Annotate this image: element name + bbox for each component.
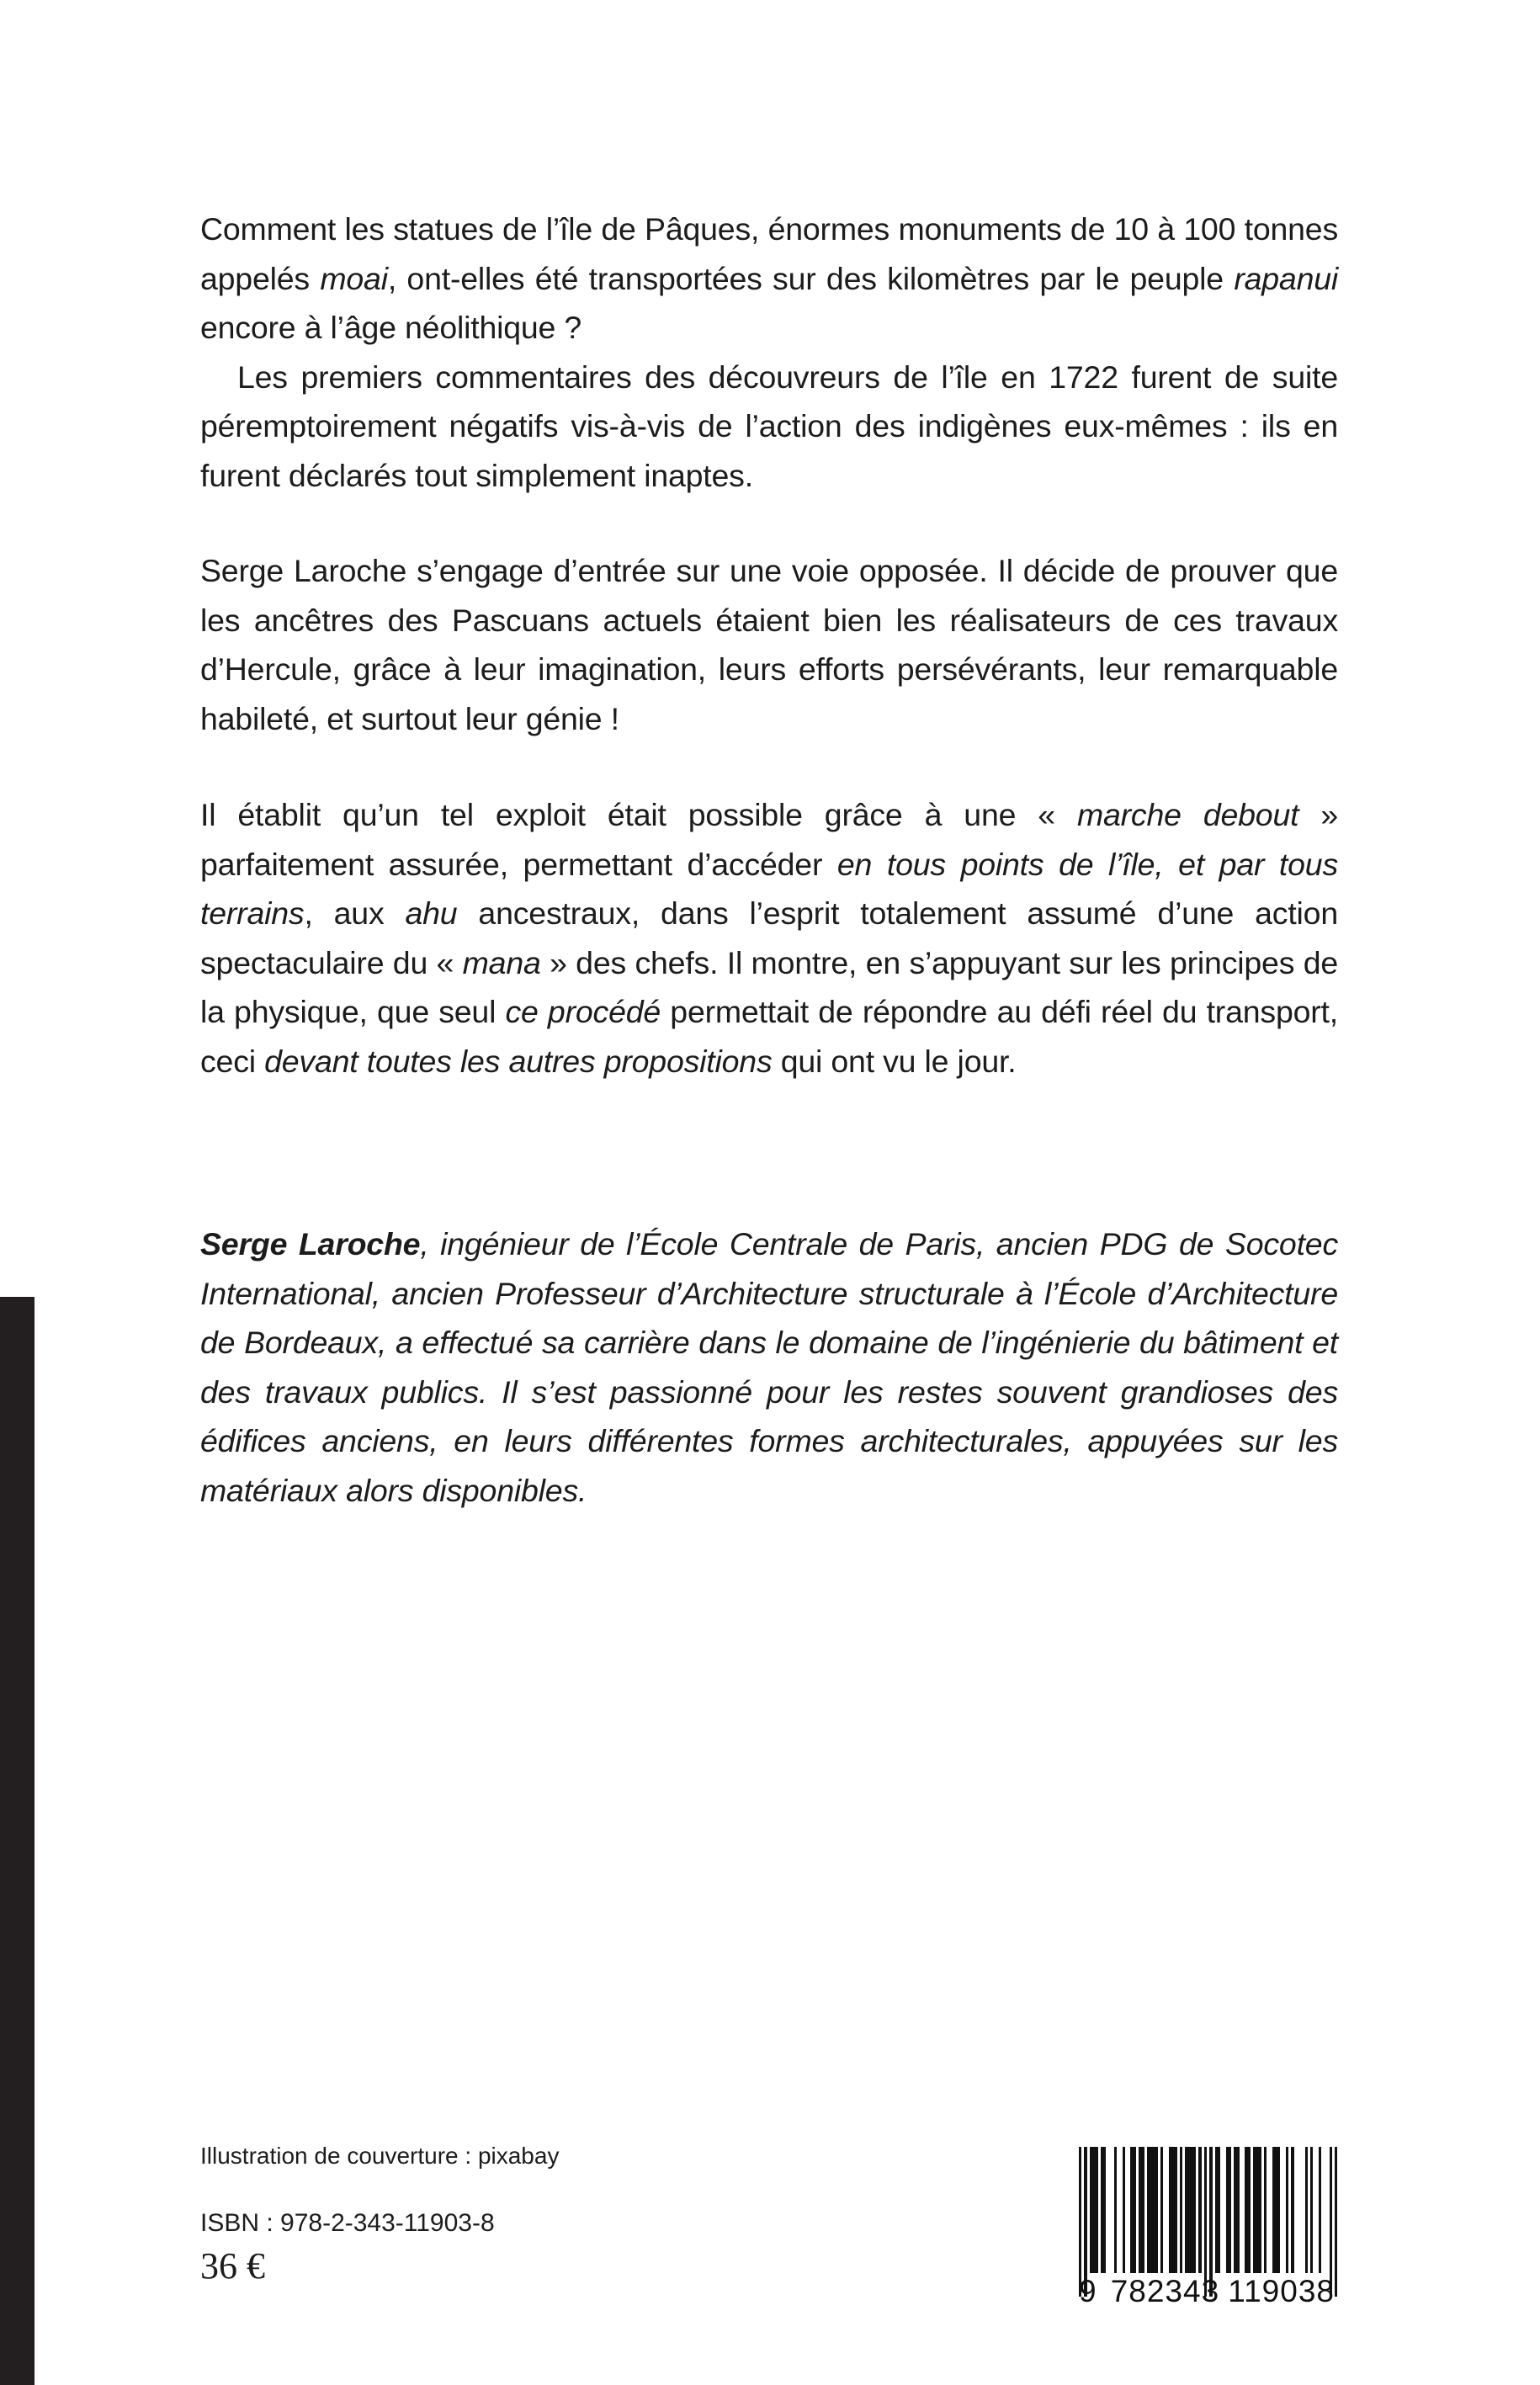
- barcode-module: [1090, 2147, 1098, 2273]
- barcode-module: [1106, 2147, 1114, 2273]
- term-en-tous-points: en tous points de l’île, et par tous terrains: [200, 846, 1338, 931]
- term-ahu: ahu: [405, 895, 458, 931]
- author-bio-text: , ingénieur de l’École Centrale de Paris, ancien PDG de Socotec International, ancien Professeur d’Architecture structurale à l’École d’Architecture de Bordeaux, a effectué sa carrière dans le domaine de l’ingénierie du bâtiment et des travaux publics. Il s’est passionné pour les restes souvent grandioses des édifices anciens, en leurs différentes formes architecturales, appuyées sur les matériaux alors disponibles.: [200, 1226, 1338, 1508]
- barcode-digits: [1079, 2273, 1338, 2310]
- isbn-text: ISBN : 978-2-343-11903-8: [200, 2209, 495, 2237]
- term-moai: moai: [320, 260, 388, 296]
- term-rapanui: rapanui: [1234, 260, 1339, 296]
- barcode-digit-right: 119038: [1228, 2274, 1335, 2308]
- term-mana: mana: [462, 944, 541, 980]
- term-ce-procede: ce procédé: [505, 994, 661, 1029]
- barcode-digit-middle: 782343: [1110, 2274, 1220, 2308]
- blurb-paragraph-2: Les premiers commentaires des découvreurs de l’île en 1722 furent de suite péremptoirement négatifs vis-à-vis de l’action des indigènes eux-mêmes : ils en furent déclarés tout simplement inaptes.: [200, 359, 1338, 493]
- author-biography: [200, 1219, 1338, 1515]
- ean13-barcode: [1079, 2147, 1338, 2342]
- price-text: 36 €: [200, 2245, 265, 2287]
- barcode-module: [1185, 2147, 1196, 2273]
- blurb-seg-text: encore à l’âge néolithique ?: [200, 310, 582, 345]
- barcode-digit-left: 9: [1079, 2274, 1097, 2308]
- cover-illustration-credit: Illustration de couverture : pixabay: [200, 2143, 560, 2169]
- barcode-module: [1294, 2147, 1305, 2273]
- author-name: Serge Laroche: [200, 1226, 421, 1262]
- back-cover-footer: [200, 2142, 1338, 2344]
- blurb-seg-text: Comment les statues de l’île de Pâques, énormes monuments de 10 à 100 tonnes appelés: [200, 211, 1338, 296]
- blurb-seg-text: » parfaitement assurée, permettant d’accéder: [200, 797, 1339, 882]
- blurb-seg-text: Il établit qu’un tel exploit était possible grâce à une «: [200, 797, 1077, 832]
- blurb-paragraph-3: Serge Laroche s’engage d’entrée sur une voie opposée. Il décide de prouver que les ancêtres des Pascuans actuels étaient bien les réalisateurs de ces travaux d’Hercule, grâce à leur imagination, leurs efforts persévérants, leur remarquable habileté, et surtout leur génie !: [200, 553, 1338, 736]
- barcode-module: [1321, 2147, 1330, 2273]
- blurb-paragraph-1: [200, 205, 1338, 353]
- blurb-seg-text: » des chefs. Il montre, en s’appuyant sur les principes de la physique, que seul: [200, 944, 1339, 1029]
- blurb-seg-text: qui ont vu le jour.: [772, 1043, 1017, 1079]
- spine-black-bar: [0, 1297, 35, 2385]
- barcode-module: [1253, 2147, 1261, 2273]
- blurb-seg-text: permettait de répondre au défi réel du transport, ceci: [200, 994, 1338, 1079]
- barcode-module: [1272, 2147, 1281, 2273]
- blurb-paragraph-4: [200, 790, 1338, 1086]
- blurb-seg-text: , ont-elles été transportées sur des kilomètres par le peuple: [387, 260, 1235, 296]
- blurb-seg-text: , aux: [304, 895, 406, 931]
- back-cover-text-column: [200, 0, 1338, 1547]
- blurb-seg-text: ancestraux, dans l’esprit totalement assumé d’une action spectaculaire du «: [200, 895, 1338, 980]
- barcode-module: [1147, 2147, 1158, 2273]
- term-marche-debout: marche debout: [1076, 797, 1299, 832]
- barcode-module: [1169, 2147, 1177, 2273]
- term-devant-toutes: devant toutes les autres propositions: [264, 1043, 773, 1079]
